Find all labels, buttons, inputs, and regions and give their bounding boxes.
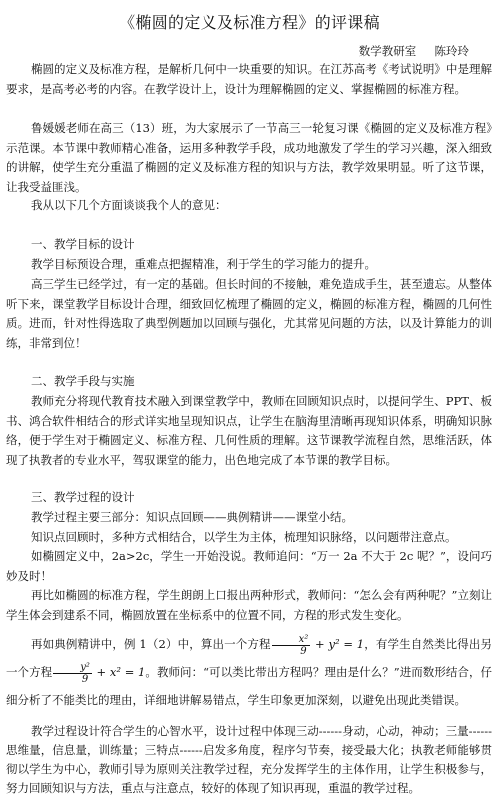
equation-fraction-2 xyxy=(53,662,92,685)
equation-fraction-1 xyxy=(272,634,311,657)
eq2-rest: + x² = 1 xyxy=(92,665,146,679)
section-heading-methods: 二、教学手段与实施 xyxy=(31,374,135,388)
paragraph-summary: 鲁媛媛老师在高三（13）班，为大家展示了一节高三一轮复习课《椭圆的定义及标准方程》示范课。本节课中教师精心准备，运用多种教学手段，成功地激发了学生的学习兴趣，深入细致的讲解，使学生充分重温了椭圆的定义及标准方程的知识与方法，教学效果明显。听了这节课，让我受益匪浅。 xyxy=(6,121,492,194)
paragraph-process-3: 如椭圆定义中，2a>2c，学生一开始没说。教师追问：“万一 2a 不大于 2c 呢？”，设问巧妙及时！ xyxy=(6,549,492,583)
eq1-rest: + y² = 1 xyxy=(311,637,365,651)
eq2-denominator: 9 xyxy=(81,673,89,685)
example-text-b: ，有学生自然类比得出另一个方程 xyxy=(6,637,492,679)
paragraph-methods: 教师充分将现代教育技术融入到课堂教学中，教师在回顾知识点时，以提问学生、PPT、板书、鸿合软件相结合的形式详实地呈现知识点，让学生在脑海里清晰再现知识体系，明确知识脉络，便于学生对于椭圆定义、标准方程、几何性质的理解。这节课教学流程自然，思维活跃，体现了执教者的专业水平，驾驭课堂的能力，出色地完成了本节课的教学目标。 xyxy=(6,394,492,467)
paragraph-process-4: 再比如椭圆的标准方程，学生朗朗上口报出两种形式，教师问：“怎么会有两种呢？”立刻让学生体会到建系不同，椭圆放置在坐标系中的位置不同，方程的形式发生变化。 xyxy=(6,588,492,622)
page-title: 《椭圆的定义及标准方程》的评课稿 xyxy=(119,13,380,32)
author-line: 数学教研室 陈玲玲 xyxy=(358,44,469,58)
paragraph-process-2: 知识点回顾时，多种方式相结合，以学生为主体，梳理知识脉络，以问题带注意点。 xyxy=(31,530,457,544)
example-text-c: 。教师问：“可以类比带出方程吗？理由是什么？”进而数形结合，仔细分析了不能类比的理由，详细地讲解易错点，学生印象更加深刻，以避免出现此类错误。 xyxy=(6,665,493,707)
paragraph-intro: 椭圆的定义及标准方程，是解析几何中一块重要的知识。在江苏高考《考试说明》中是理解要求，是高考必考的内容。在教学设计上，设计为理解椭圆的定义、掌握椭圆的标准方程。 xyxy=(6,62,492,96)
section-heading-goals: 一、教学目标的设计 xyxy=(31,237,135,251)
paragraph-goals-1: 教学目标预设合理，重难点把握精准，利于学生的学习能力的提升。 xyxy=(31,257,376,271)
example-text-a: 再如典例精讲中，例 1（2）中，算出一个方程 xyxy=(31,637,271,651)
paragraph-process-1: 教学过程主要三部分：知识点回顾——典例精讲——课堂小结。 xyxy=(31,510,353,524)
paragraph-goals-2: 高三学生已经学过，有一定的基础。但长时间的不接触，难免造成手生，甚至遗忘。从整体听下来，课堂教学目标设计合理，细致回忆梳理了椭圆的定义，椭圆的标准方程，椭圆的几何性质。进而，针对性得选取了典型例题加以回顾与强化，尤其常见问题的方法，以及计算能力的训练，非常到位！ xyxy=(6,277,492,350)
eq1-numerator: x² xyxy=(272,634,311,646)
paragraph-outline: 我从以下几个方面谈谈我个人的意见： xyxy=(31,198,227,212)
section-heading-process: 三、教学过程的设计 xyxy=(31,490,135,504)
paragraph-example xyxy=(6,630,492,714)
paragraph-process-summary: 教学过程设计符合学生的心智水平，设计过程中体现三动------身动，心动，神动；三量------思维量，信息量，训练量；三特点------启发多角度，程序匀节奏，接受最大化；执教老师能够贯彻以学生为中心，教师引导为原则关注教学过程，充分发挥学生的主体作用，让学生积极参与，努力回顾知识与方法，重点与注意点，较好的体现了知识再现，重温的教学过程。 xyxy=(6,724,492,795)
eq1-denominator: 9 xyxy=(300,645,307,657)
eq2-numerator: y² xyxy=(53,662,92,674)
